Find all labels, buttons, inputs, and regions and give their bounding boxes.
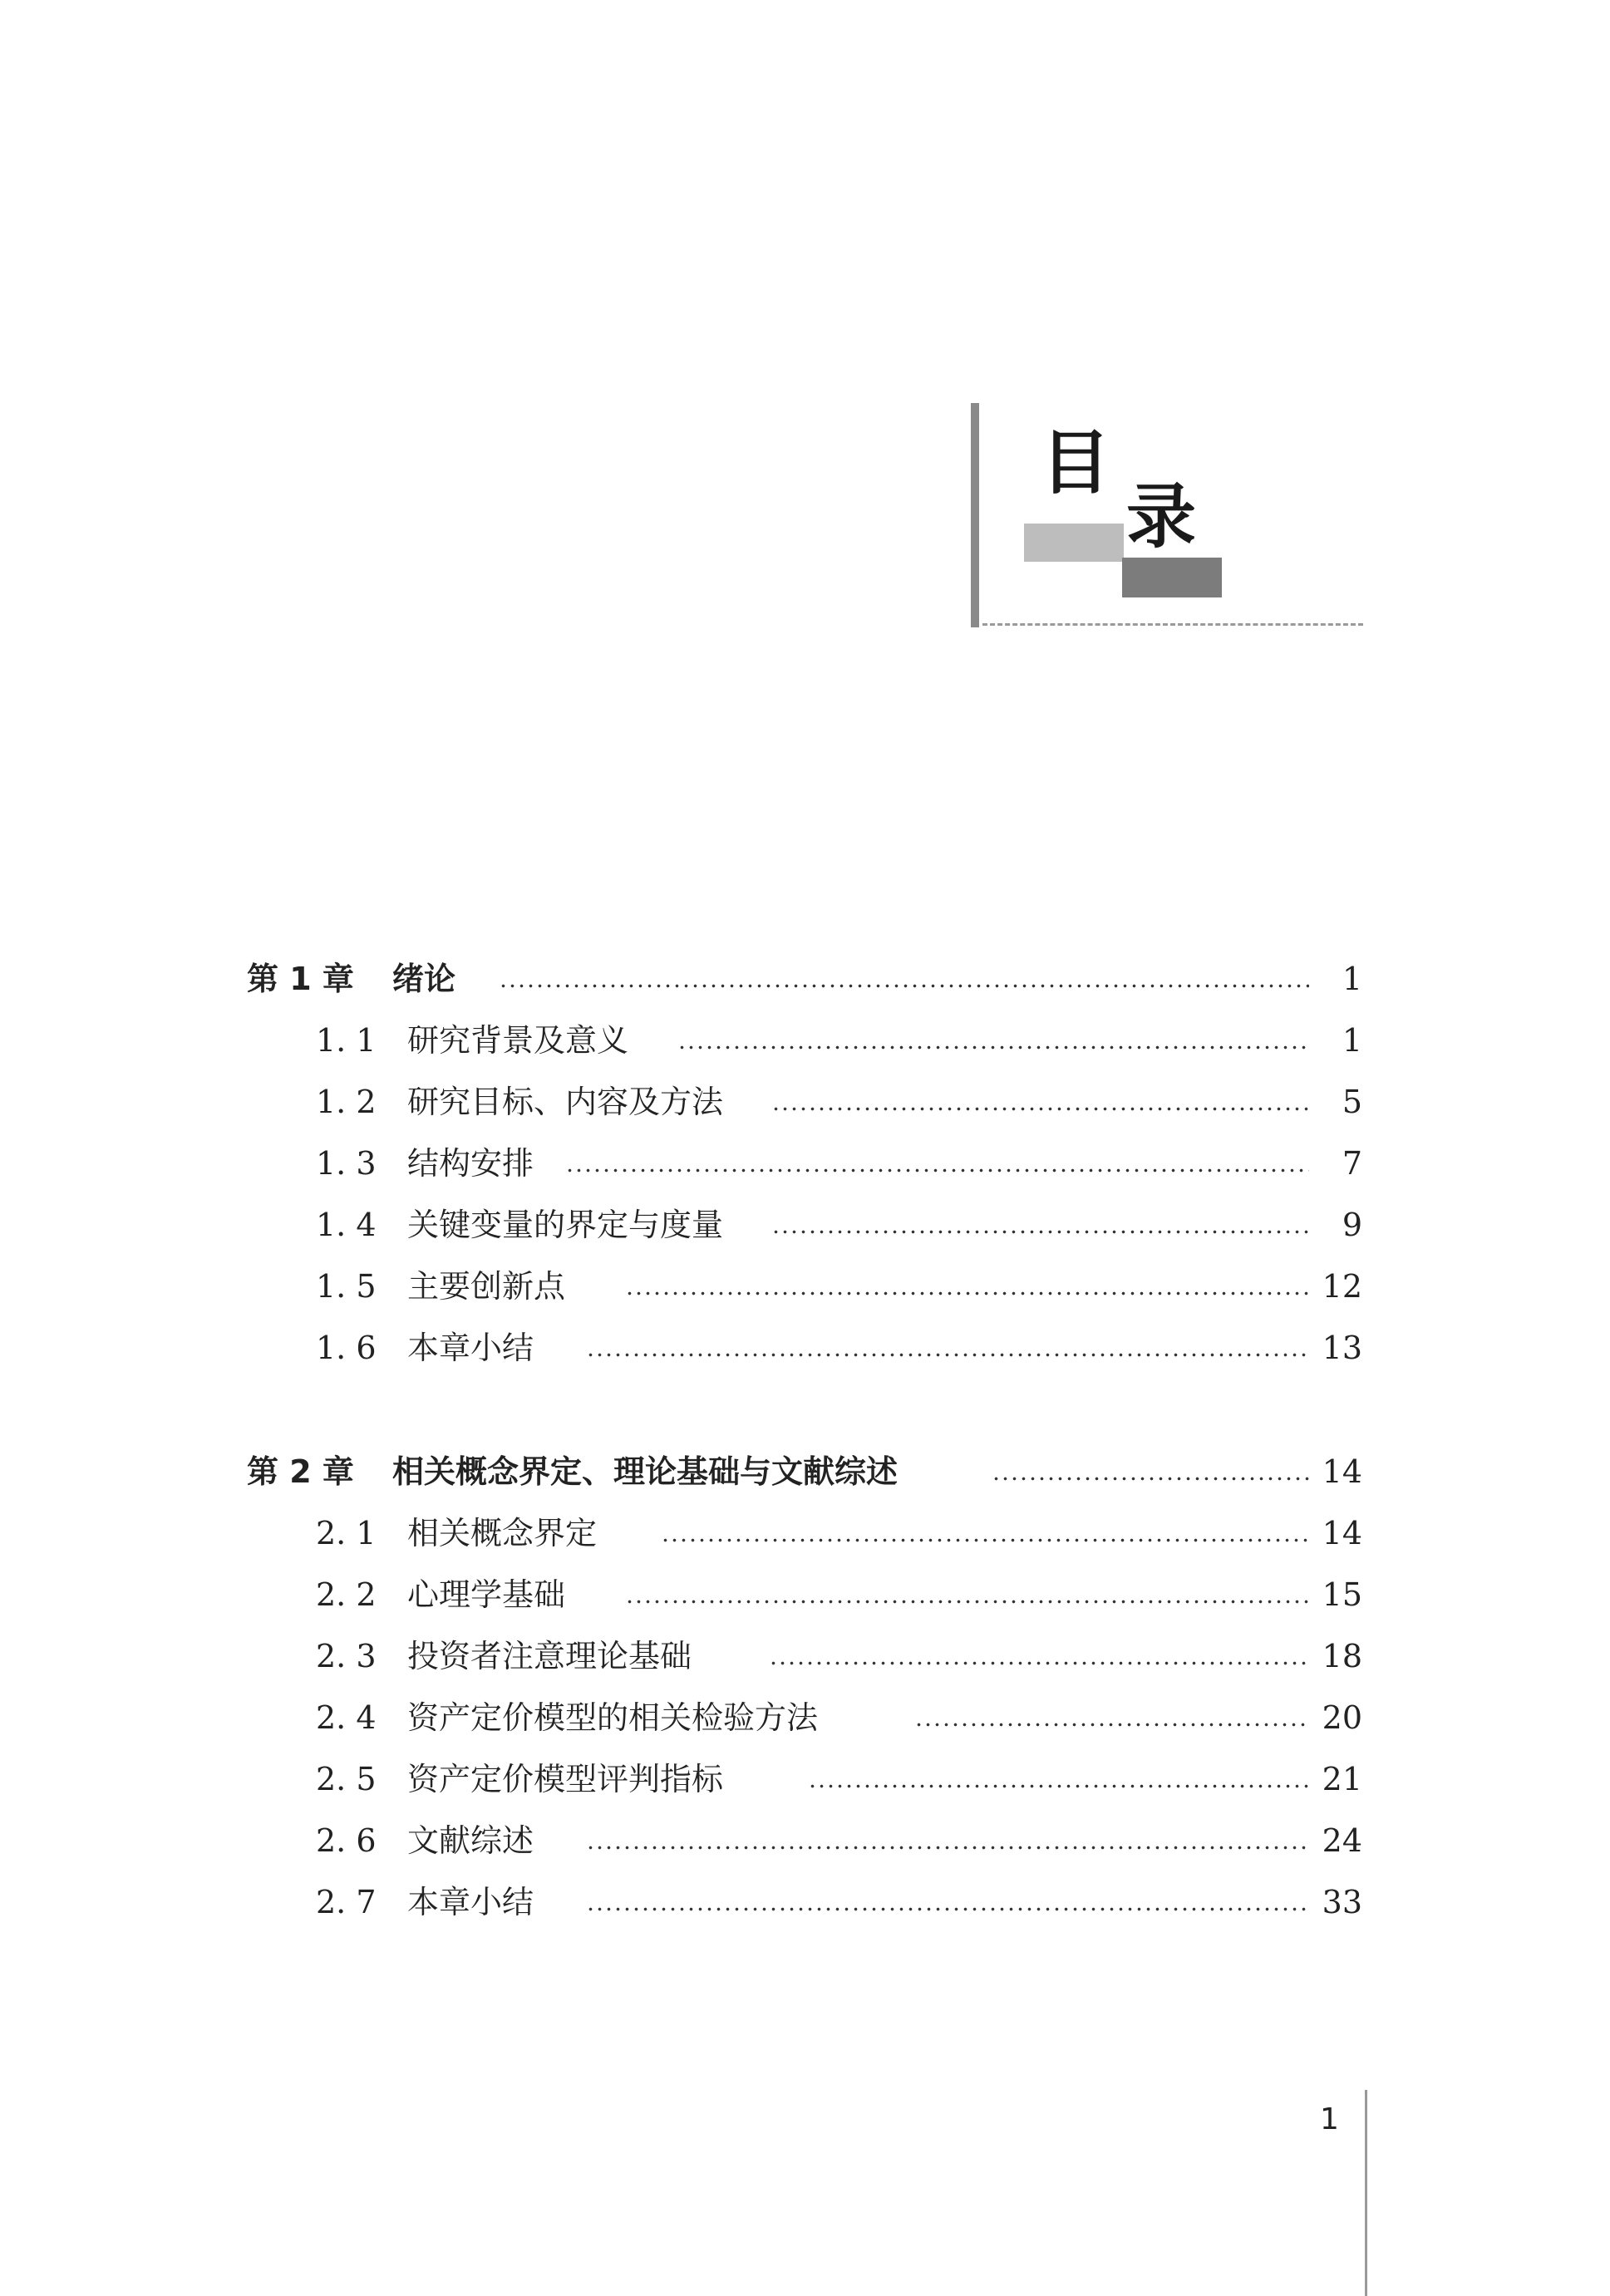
toc-entry-page: 7 <box>1342 1145 1362 1182</box>
toc-entry-title: 关键变量的界定与度量 <box>407 1207 724 1243</box>
toc-section-2-1[interactable] <box>0 1508 1610 1558</box>
toc-leader-dots <box>586 1323 1309 1373</box>
toc-leader-dots <box>914 1693 1309 1743</box>
toc-leader-dots <box>499 954 1309 1004</box>
toc-leader-dots <box>808 1754 1309 1804</box>
toc-entry-number: 2. 7 <box>316 1884 377 1920</box>
toc-section-2-7[interactable] <box>0 1877 1610 1927</box>
toc-entry-title: 文献综述 <box>407 1822 534 1859</box>
toc-entry-number: 2. 1 <box>316 1515 377 1551</box>
toc-leader-dots <box>661 1508 1309 1558</box>
toc-section-2-3[interactable] <box>0 1631 1610 1681</box>
toc-section-2-2[interactable] <box>0 1570 1610 1620</box>
toc-entry-page: 9 <box>1342 1207 1362 1243</box>
toc-entry-title: 本章小结 <box>407 1884 534 1920</box>
toc-entry-number: 2. 6 <box>316 1822 377 1859</box>
toc-section-1-1[interactable] <box>0 1015 1610 1065</box>
toc-entry-number: 第 1 章 <box>247 961 354 997</box>
page-number: 1 <box>1320 2102 1339 2136</box>
toc-entry-page: 1 <box>1342 1022 1362 1059</box>
toc-entry-page: 15 <box>1322 1576 1362 1613</box>
toc-leader-dots <box>677 1015 1309 1065</box>
toc-entry-title: 结构安排 <box>407 1145 534 1182</box>
toc-entry-title: 投资者注意理论基础 <box>407 1638 692 1674</box>
toc-leader-dots <box>625 1570 1309 1620</box>
toc-entry-number: 2. 4 <box>316 1699 377 1736</box>
toc-leader-dots <box>586 1816 1309 1866</box>
toc-section-1-5[interactable] <box>0 1261 1610 1311</box>
toc-section-2-5[interactable] <box>0 1754 1610 1804</box>
toc-entry-page: 21 <box>1322 1761 1362 1797</box>
toc-leader-dots <box>771 1200 1309 1250</box>
toc-section-2-6[interactable] <box>0 1816 1610 1866</box>
toc-entry-number: 1. 5 <box>316 1268 377 1305</box>
toc-entry-page: 1 <box>1342 961 1362 997</box>
title-char-2: 录 <box>1126 476 1197 558</box>
toc-leader-dots <box>586 1877 1309 1927</box>
toc-entry-page: 33 <box>1322 1884 1362 1920</box>
toc-entry-number: 2. 2 <box>316 1576 377 1613</box>
toc-section-1-2[interactable] <box>0 1077 1610 1127</box>
toc-entry-title: 研究背景及意义 <box>407 1022 629 1059</box>
toc-chapter-1[interactable] <box>0 954 1610 1004</box>
toc-entry-number: 1. 3 <box>316 1145 377 1182</box>
toc-chapter-2[interactable] <box>0 1447 1610 1497</box>
toc-entry-number: 1. 1 <box>316 1022 377 1059</box>
toc-entry-title: 相关概念界定、理论基础与文献综述 <box>392 1453 899 1490</box>
toc-entry-number: 2. 3 <box>316 1638 377 1674</box>
toc-entry-number: 第 2 章 <box>247 1453 354 1490</box>
title-char-1: 目 <box>1041 422 1111 504</box>
toc-entry-page: 14 <box>1322 1453 1362 1490</box>
toc-entry-number: 1. 4 <box>316 1207 377 1243</box>
toc-entry-title: 心理学基础 <box>407 1576 566 1613</box>
toc-entry-page: 24 <box>1322 1822 1362 1859</box>
toc-entry-title: 资产定价模型的相关检验方法 <box>407 1699 819 1736</box>
toc-entry-page: 12 <box>1322 1268 1362 1305</box>
toc-entry-title: 绪论 <box>392 961 456 997</box>
page-edge-rule <box>1365 2090 1367 2296</box>
toc-leader-dots <box>771 1077 1309 1127</box>
toc-leader-dots <box>625 1261 1309 1311</box>
toc-entry-title: 资产定价模型评判指标 <box>407 1761 724 1797</box>
toc-entry-title: 主要创新点 <box>407 1268 566 1305</box>
toc-entry-page: 5 <box>1342 1084 1362 1120</box>
toc-section-1-3[interactable] <box>0 1138 1610 1188</box>
toc-section-2-4[interactable] <box>0 1693 1610 1743</box>
toc-entry-title: 研究目标、内容及方法 <box>407 1084 724 1120</box>
toc-leader-dots <box>992 1447 1309 1497</box>
toc-entry-number: 2. 5 <box>316 1761 377 1797</box>
toc-section-1-6[interactable] <box>0 1323 1610 1373</box>
toc-leader-dots <box>565 1138 1309 1188</box>
toc-entry-page: 13 <box>1322 1330 1362 1366</box>
toc-entry-page: 18 <box>1322 1638 1362 1674</box>
toc-entry-page: 20 <box>1322 1699 1362 1736</box>
toc-entry-number: 1. 2 <box>316 1084 377 1120</box>
toc-section-1-4[interactable] <box>0 1200 1610 1250</box>
toc-entry-page: 14 <box>1322 1515 1362 1551</box>
toc-leader-dots <box>769 1631 1309 1681</box>
toc-entry-number: 1. 6 <box>316 1330 377 1366</box>
toc-entry-title: 相关概念界定 <box>407 1515 598 1551</box>
toc-entry-title: 本章小结 <box>407 1330 534 1366</box>
